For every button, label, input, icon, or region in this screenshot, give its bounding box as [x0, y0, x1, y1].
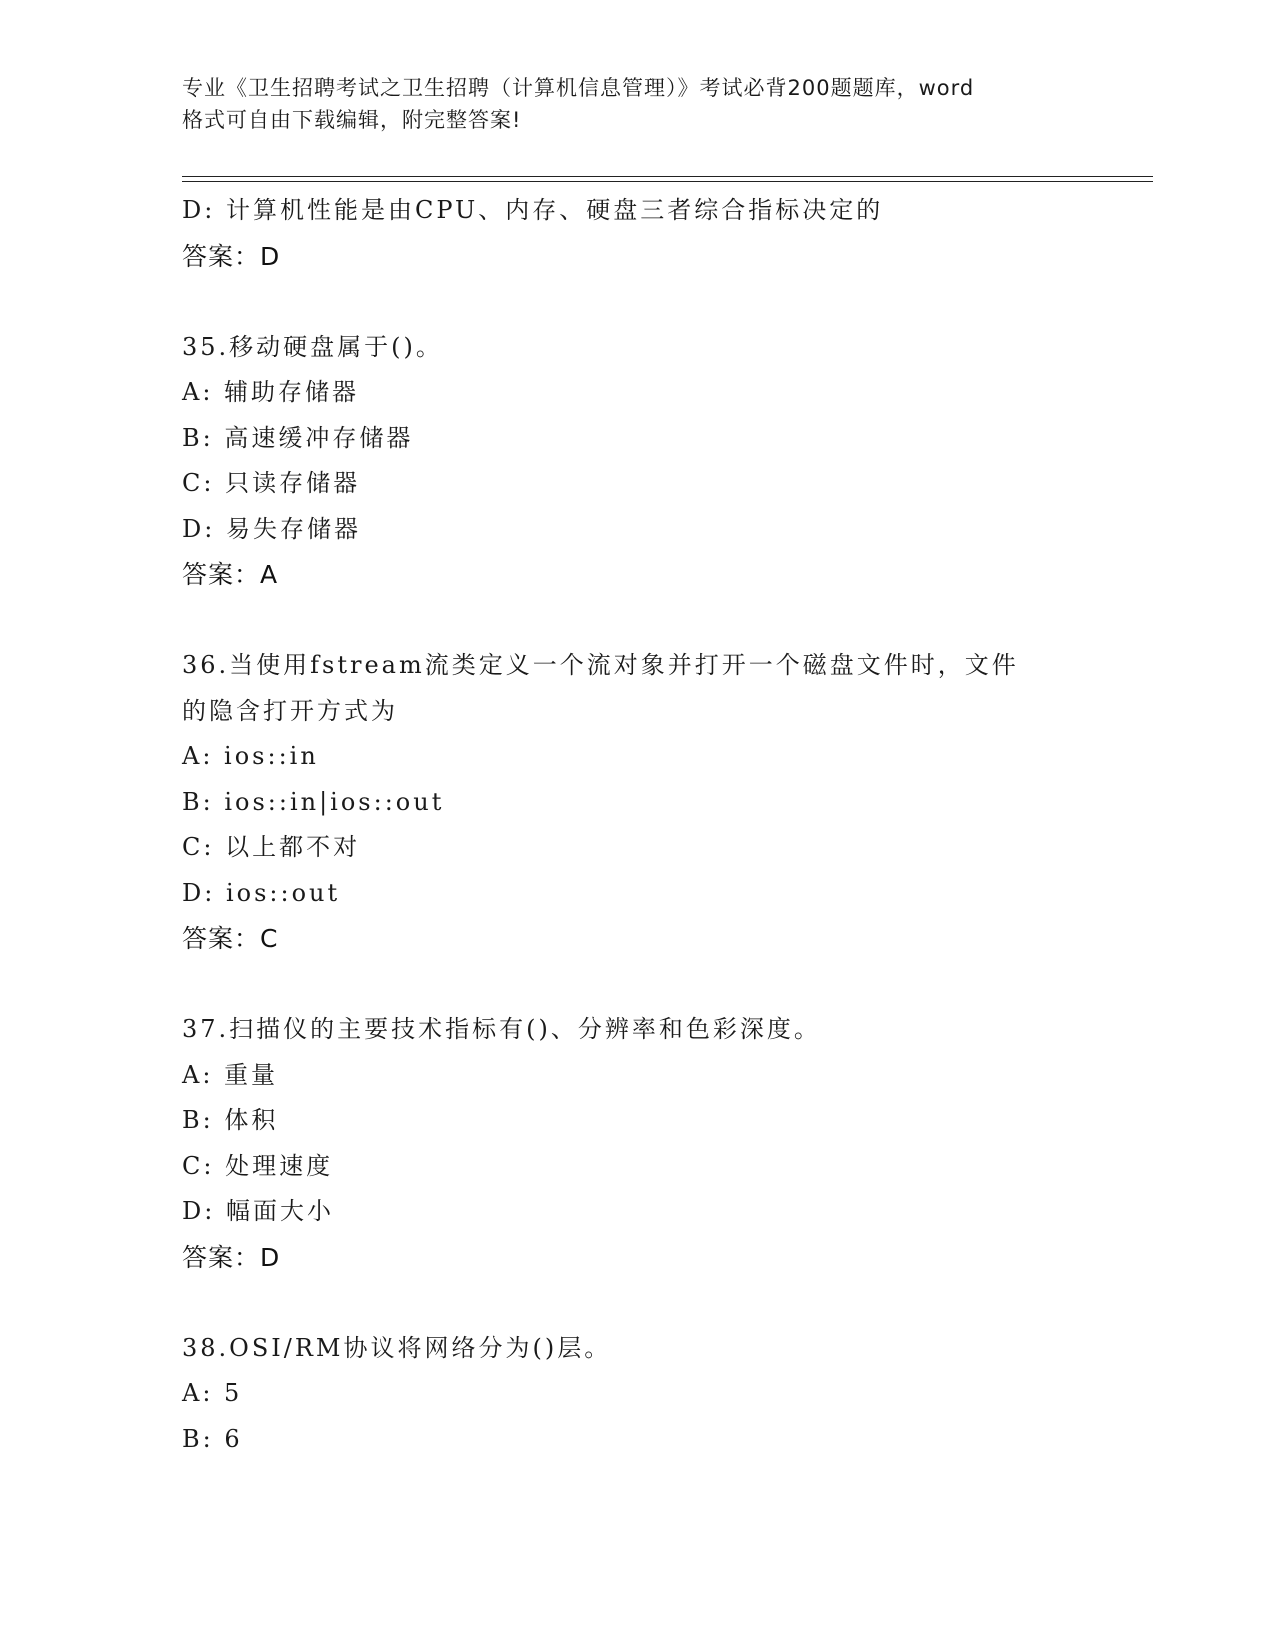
header-rule-top: [182, 176, 1153, 177]
question-38: [182, 1326, 1142, 1463]
spacer: [182, 279, 1142, 325]
spacer: [182, 598, 1142, 644]
answer: 答案：C: [182, 924, 279, 953]
header-rule-bottom: [182, 181, 1153, 182]
option-c: C: 处理速度: [182, 1151, 334, 1180]
question-stem: 37.扫描仪的主要技术指标有()、分辨率和色彩深度。: [182, 1015, 821, 1043]
spacer: [182, 962, 1142, 1008]
option-a: A: ios::in: [182, 742, 319, 770]
option-d: D: 易失存储器: [182, 514, 361, 543]
answer: 答案：A: [182, 560, 279, 589]
option-a: A: 5: [182, 1379, 243, 1407]
option-b: B: 6: [182, 1424, 243, 1453]
option-a: A: 重量: [182, 1060, 279, 1089]
header-line-1: 专业《卫生招聘考试之卫生招聘（计算机信息管理）》考试必背200题题库，word: [182, 76, 975, 100]
option-d: D: 幅面大小: [182, 1197, 334, 1225]
document-header: [182, 72, 1082, 136]
carryover-option-d: D: 计算机性能是由CPU、内存、硬盘三者综合指标决定的: [182, 196, 884, 224]
header-line-2: 格式可自由下载编辑，附完整答案!: [182, 108, 522, 132]
option-c: C: 只读存储器: [182, 469, 361, 497]
option-b: B: 体积: [182, 1106, 279, 1134]
option-a: A: 辅助存储器: [182, 378, 360, 406]
spacer: [182, 1280, 1142, 1326]
option-d: D: ios::out: [182, 878, 341, 907]
question-35: [182, 325, 1142, 598]
carryover-answer: 答案：D: [182, 241, 281, 271]
option-b: B: ios::in|ios::out: [182, 787, 445, 816]
option-b: B: 高速缓冲存储器: [182, 423, 414, 452]
question-stem: 36.当使用fstream流类定义一个流对象并打开一个磁盘文件时，文件: [182, 651, 1019, 679]
question-stem-continued: 的隐含打开方式为: [182, 696, 398, 725]
question-stem: 38.OSI/RM协议将网络分为()层。: [182, 1333, 612, 1362]
question-list: [182, 188, 1142, 1462]
question-stem: 35.移动硬盘属于()。: [182, 332, 443, 361]
answer: 答案：D: [182, 1242, 281, 1272]
option-c: C: 以上都不对: [182, 833, 361, 861]
question-37: [182, 1007, 1142, 1280]
question-36: [182, 643, 1142, 962]
